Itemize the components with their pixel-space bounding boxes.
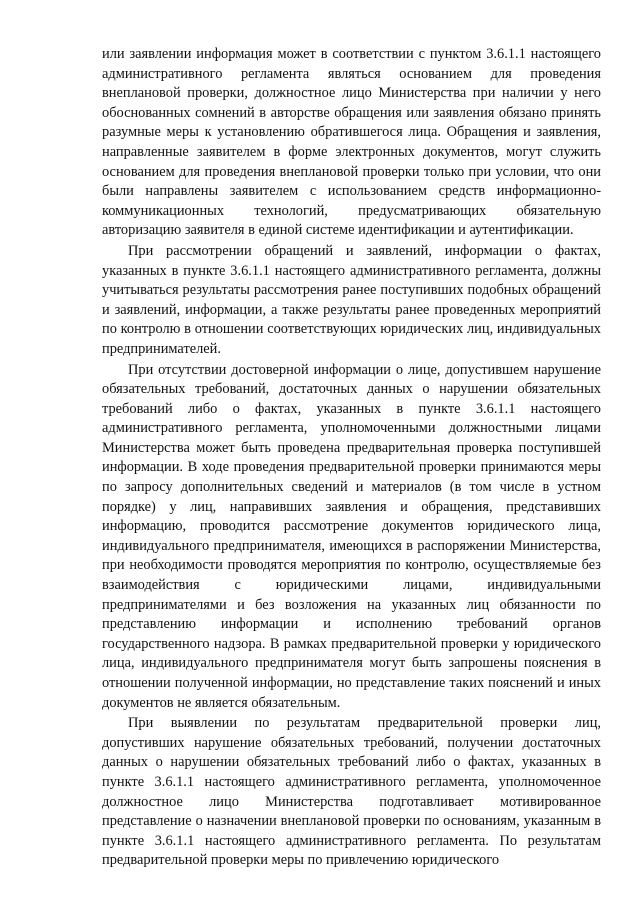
document-page — [102, 45, 601, 871]
paragraph-check-results: При выявлении по результатам предварительной проверки лиц, допустивших нарушение обязательных требований, получении достаточных данных о нарушении обязательных требований либо о фактах, указанных в пункте 3.6.1.1 настоящего административного регламента, уполномоченное должностное лицо Министерства подготавливает мотивированное представление о назначении внеплановой проверки по основаниям, указанным в пункте 3.6.1.1 настоящего административного регламента. По результатам предварительной проверки меры по привлечению юридического — [102, 715, 601, 869]
paragraph-preliminary-check: При отсутствии достоверной информации о лице, допустившем нарушение обязательных требований, достаточных данных о нарушении обязательных требований либо о фактах, указанных в пункте 3.6.1.1 настоящего административного регламента, уполномоченными должностными лицами Министерства может быть проведена предварительная проверка поступившей информации. В ходе проведения предварительной проверки принимаются меры по запросу дополнительных сведений и материалов (в том числе в устном порядке) у лиц, направивших заявления и обращения, представивших информацию, проводится рассмотрение документов юридического лица, индивидуального предпринимателя, имеющихся в распоряжении Министерства, при необходимости проводятся мероприятия по контролю, осуществляемые без взаимодействия с юридическими лицами, индивидуальными предпринимателями и без возложения на указанных лиц обязанности по представлению информации и исполнению требований органов государственного надзора. В рамках предварительной проверки у юридического лица, индивидуального предпринимателя могут быть запрошены пояснения в отношении полученной информации, но представление таких пояснений и иных документов не является обязательным. — [102, 361, 601, 711]
paragraph-consideration: При рассмотрении обращений и заявлений, информации о фактах, указанных в пункте 3.6.1.1 настоящего административного регламента, должны учитываться результаты рассмотрения ранее поступивших подобных обращений и заявлений, информации, а также результаты ранее проведенных мероприятий по контролю в отношении соответствующих юридических лиц, индивидуальных предпринимателей. — [102, 242, 601, 357]
paragraph-continuation: или заявлении информация может в соответствии с пунктом 3.6.1.1 настоящего административного регламента являться основанием для проведения внеплановой проверки, должностное лицо Министерства при наличии у него обоснованных сомнений в авторстве обращения или заявления обязано принять разумные меры к установлению обратившегося лица. Обращения и заявления, направленные заявителем в форме электронных документов, могут служить основанием для проведения внеплановой проверки только при условии, что они были направлены заявителем с использованием средств информационно-коммуникационных технологий, предусматривающих обязательную авторизацию заявителя в единой системе идентификации и аутентификации. — [102, 46, 601, 239]
